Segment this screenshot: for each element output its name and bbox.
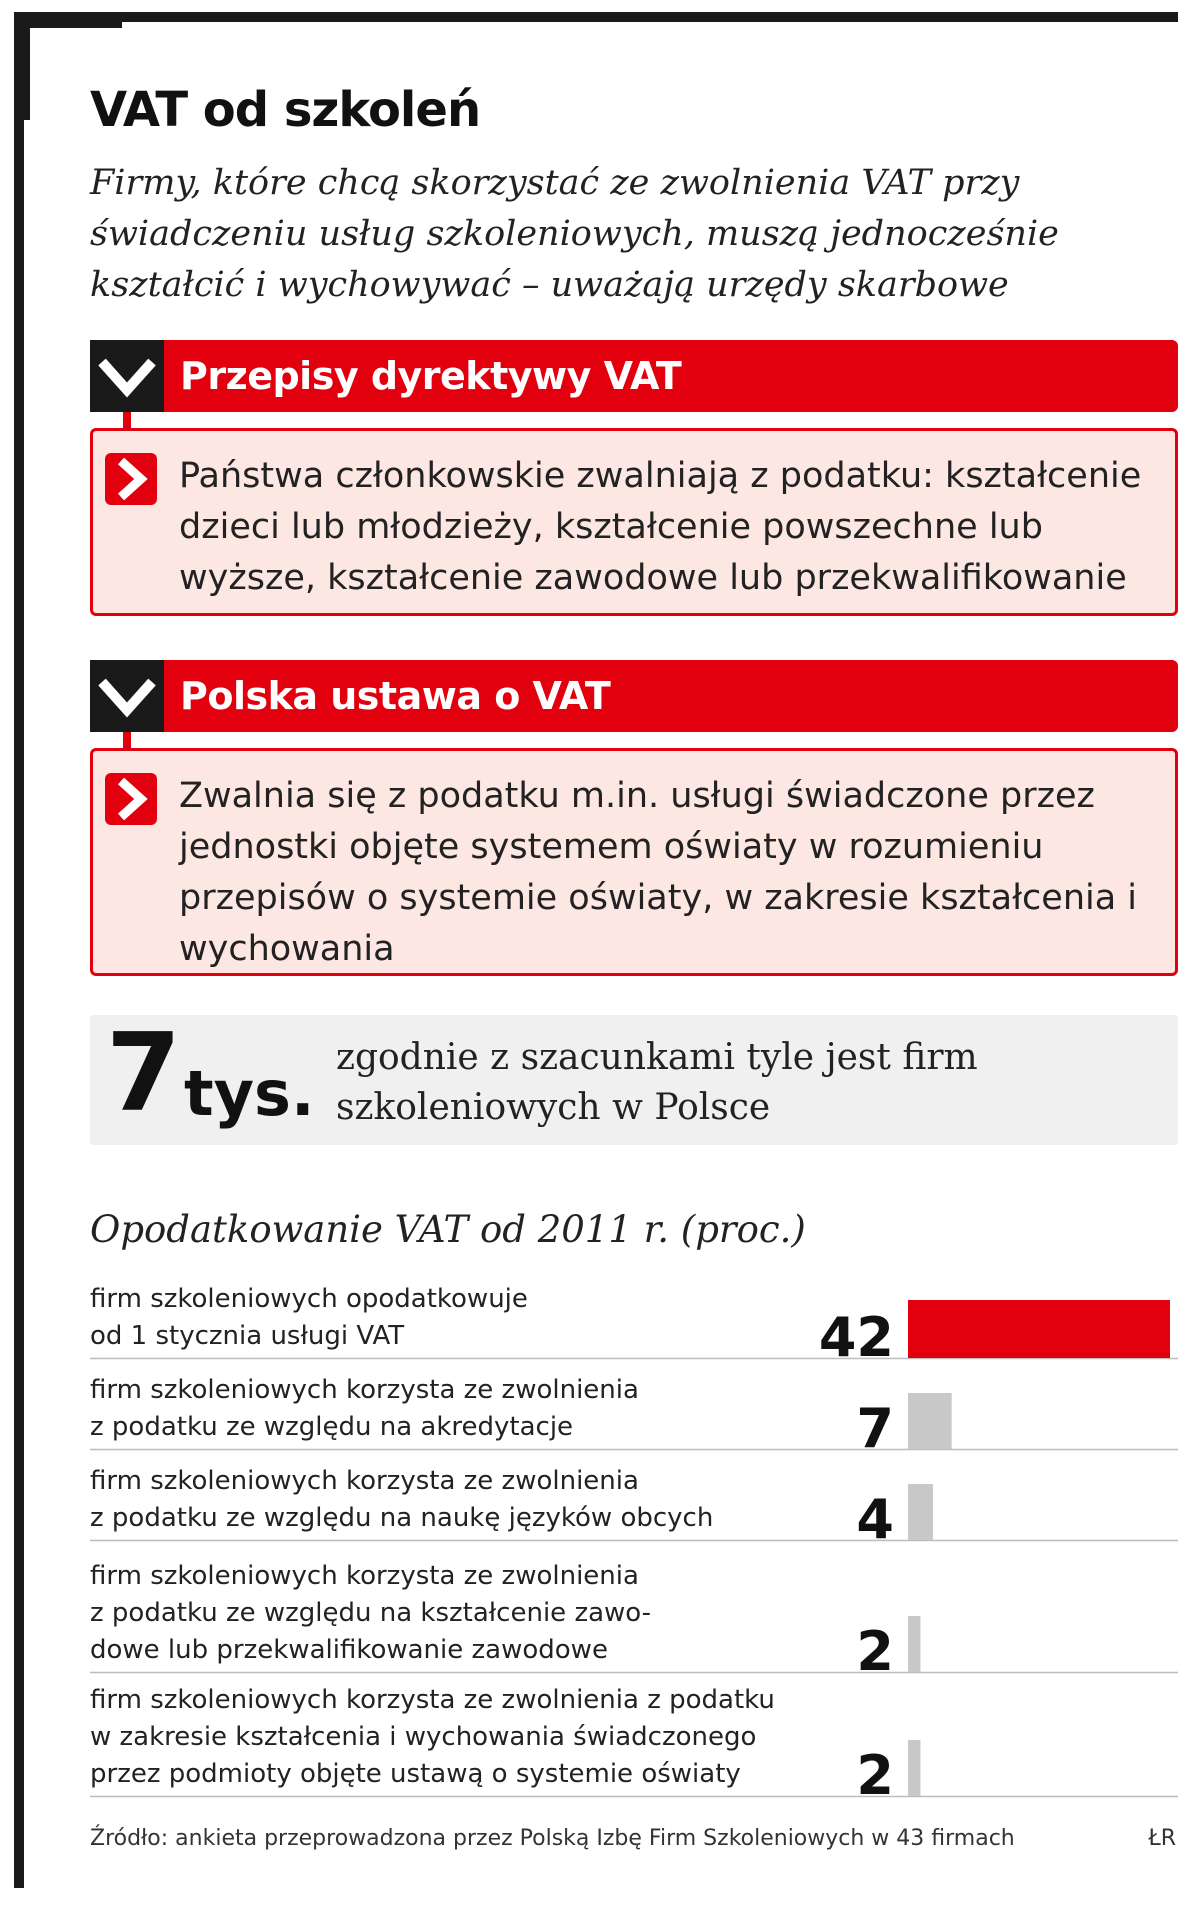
page-subtitle: Firmy, które chcą skorzystać ze zwolnienia VAT przy świadczeniu usług szkoleniowych, muszą jednocześnie kształcić i wychowywać – uważają urzędy skarbowe [90,163,1059,305]
category-label-2 [90,1463,719,1537]
bar-2 [908,1484,933,1540]
category-label-line: od 1 stycznia usługi VAT [90,1321,405,1351]
category-label-line: firm szkoleniowych korzysta ze zwolnienia [90,1561,639,1591]
category-label-line: dowe lub przekwalifikowanie zawodowe [90,1635,608,1665]
value-label-4: 2 [856,1744,894,1807]
section-header-title: Polska ustawa o VAT [180,674,611,718]
category-label-line: przez podmioty objęte ustawą o systemie oświaty [90,1759,741,1789]
bar-4 [908,1740,920,1796]
value-label-0: 42 [818,1306,894,1369]
source-note: Źródło: ankieta przeprowadzona przez Polską Izbę Firm Szkoleniowych w 43 firmach [90,1826,1015,1851]
category-label-line: firm szkoleniowych korzysta ze zwolnienia [90,1375,639,1405]
category-label-line: w zakresie kształcenia i wychowania świadczonego [90,1722,757,1752]
category-label-line: firm szkoleniowych korzysta ze zwolnienia z podatku [90,1685,775,1715]
stat-number: 7 [106,1011,182,1136]
stat-description: zgodnie z szacunkami tyle jest firm szkoleniowych w Polsce [336,1037,978,1128]
category-label-line: z podatku ze względu na naukę języków obcych [90,1503,714,1533]
section-content-text: Zwalnia się z podatku m.in. usługi świadczone przez jednostki objęte systemem oświaty w rozumieniu przepisów o systemie oświaty, w zakresie kształcenia i wychowania [179,776,1138,969]
bar-0 [908,1300,1170,1358]
bar-1 [908,1393,952,1449]
category-label-1 [90,1372,645,1446]
stat-unit: tys. [184,1057,315,1130]
page-title: VAT od szkoleń [90,82,481,138]
author-credit: ŁR [1148,1826,1176,1851]
category-label-line: firm szkoleniowych korzysta ze zwolnienia [90,1466,639,1496]
category-label-4 [90,1682,781,1793]
category-label-3 [90,1558,657,1669]
section-content-text: Państwa członkowskie zwalniają z podatku: kształcenie dzieci lub młodzieży, kształcenie powszechne lub wyższe, kształcenie zawodowe lub przekwalifikowanie [179,456,1142,598]
category-label-line: z podatku ze względu na akredytacje [90,1412,574,1442]
category-label-line: firm szkoleniowych opodatkowuje [90,1284,528,1314]
value-label-3: 2 [856,1620,894,1683]
value-label-2: 4 [856,1488,894,1551]
bar-3 [908,1616,920,1672]
section-header-title: Przepisy dyrektywy VAT [180,354,682,398]
category-label-0 [90,1281,534,1355]
value-label-1: 7 [856,1397,894,1460]
chart-title: Opodatkowanie VAT od 2011 r. (proc.) [90,1208,806,1251]
category-label-line: z podatku ze względu na kształcenie zawo- [90,1598,652,1628]
